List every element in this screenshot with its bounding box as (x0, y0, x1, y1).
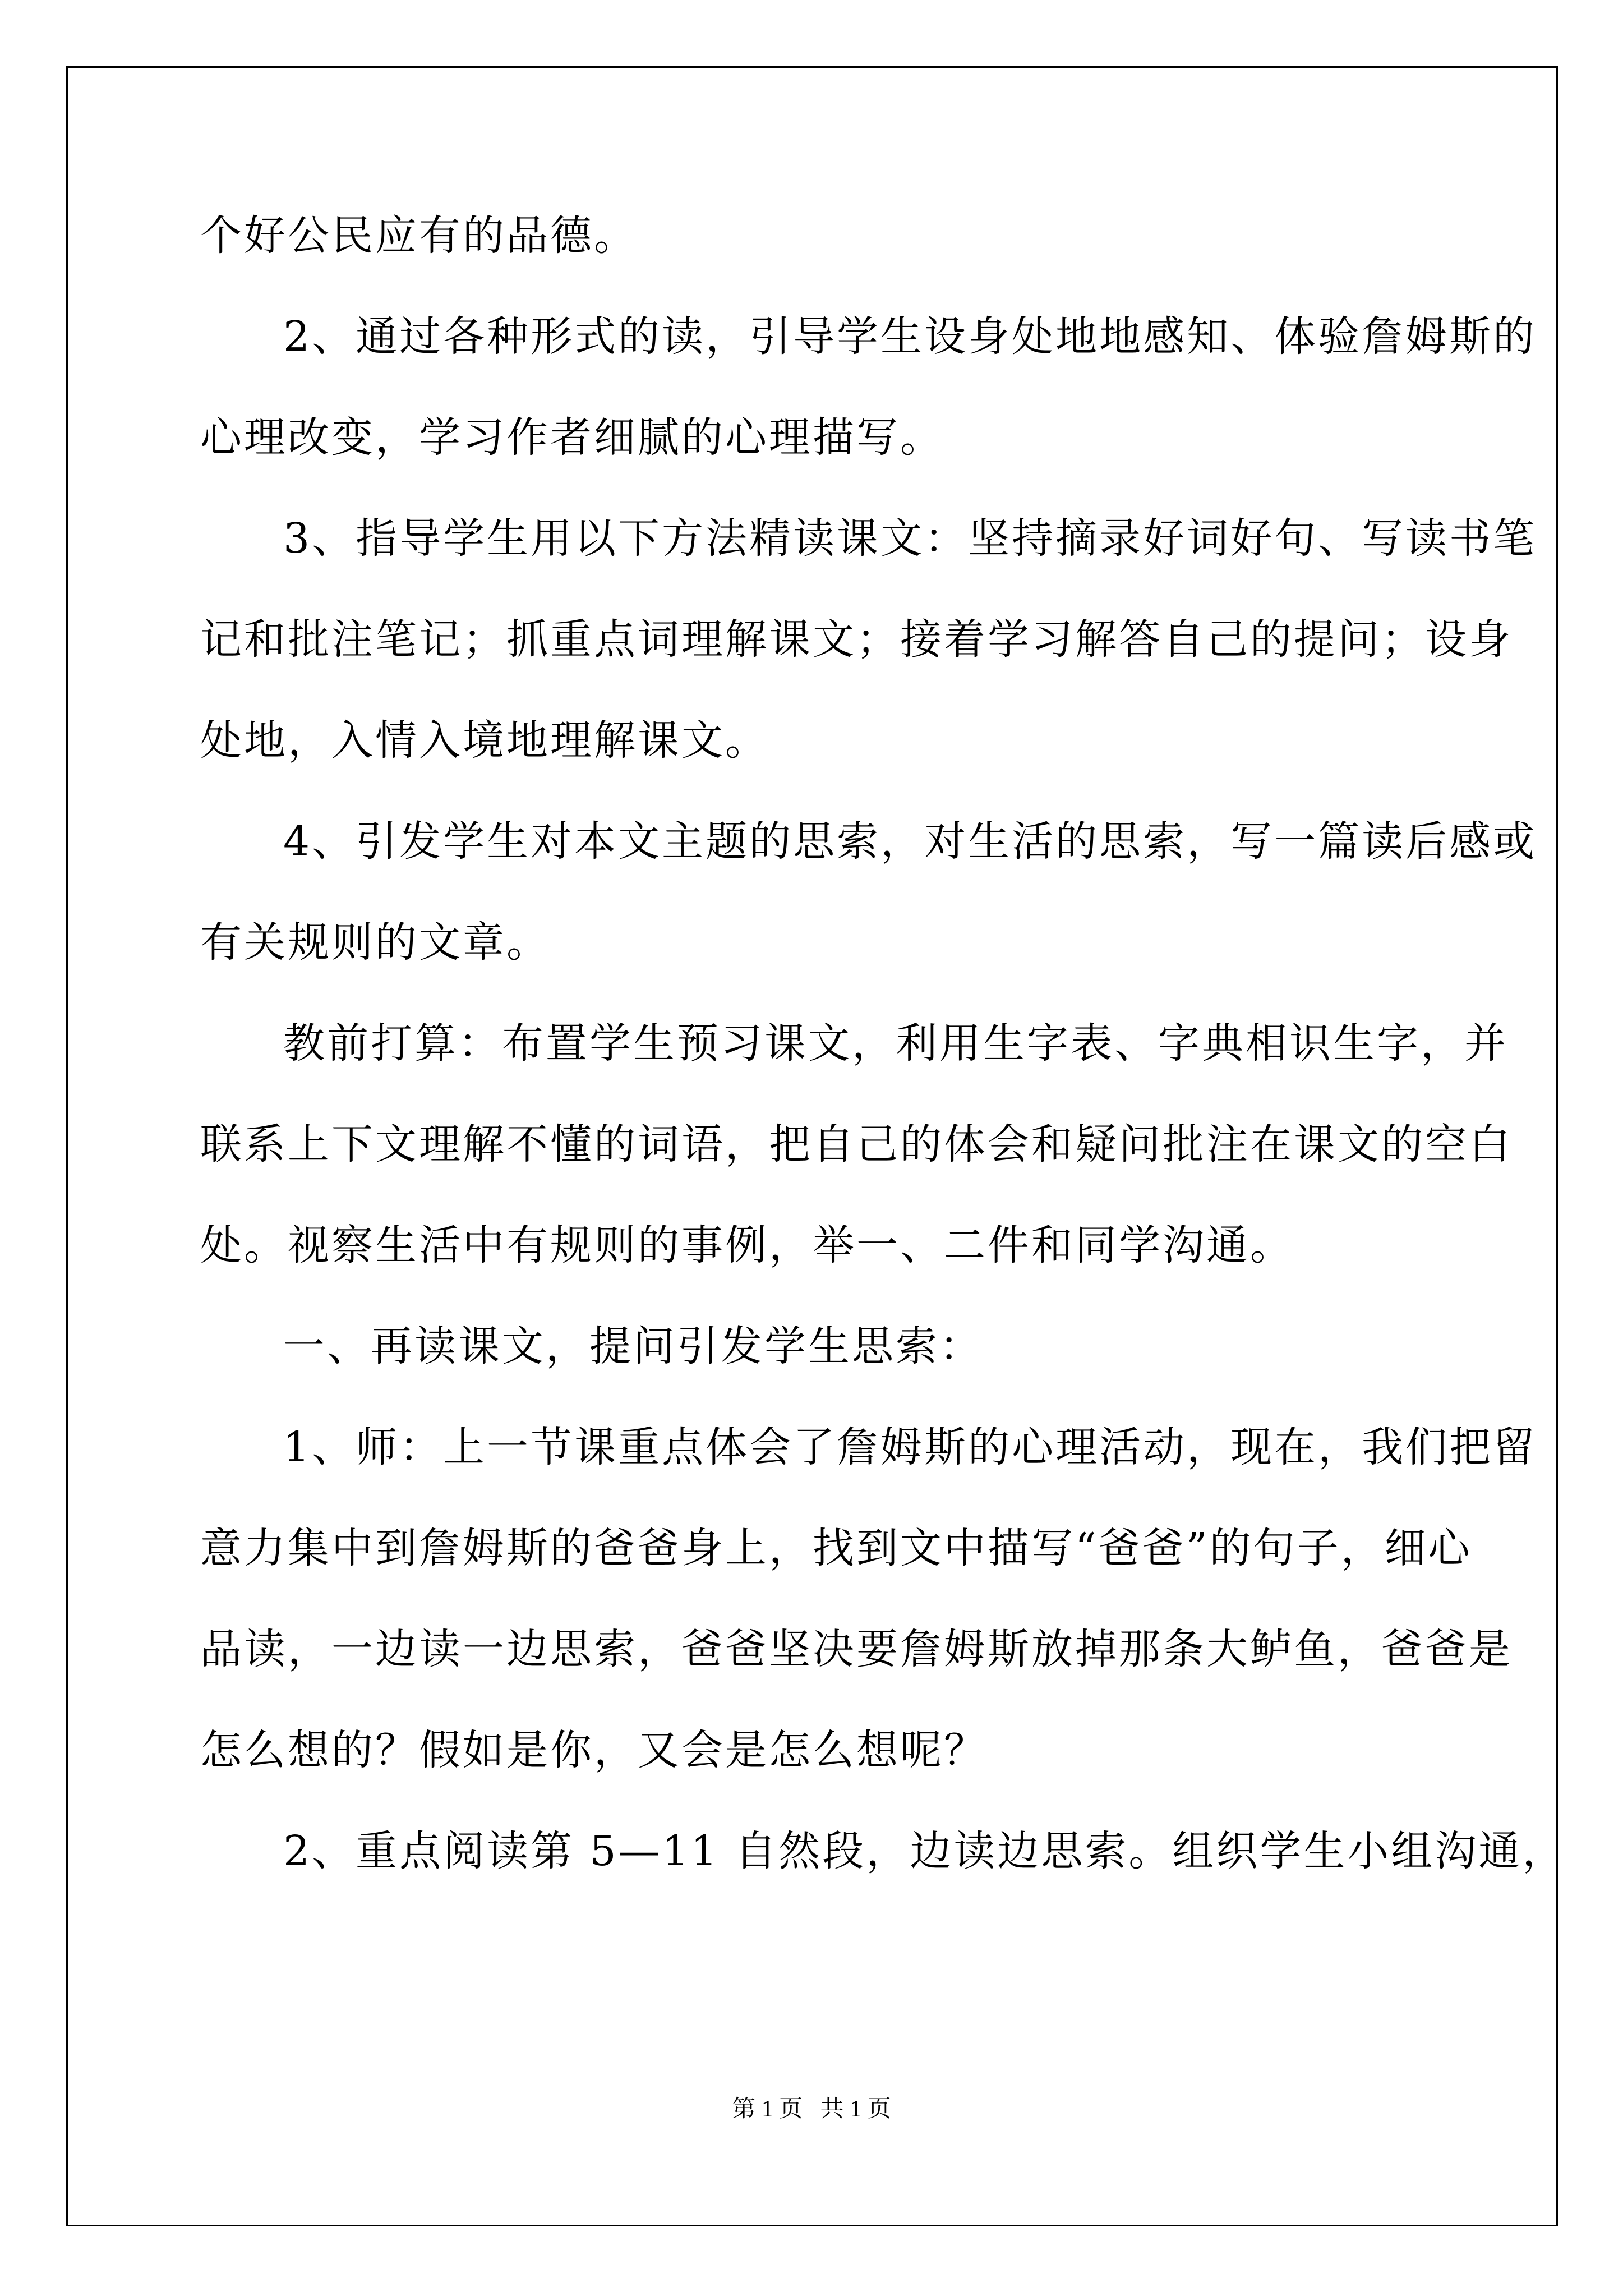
text-line: 心理改变，学习作者细腻的心理描写。 (200, 413, 944, 462)
text-line: 教前打算：布置学生预习课文，利用生字表、字典相识生字，并 (283, 1019, 1508, 1068)
text-line: 3、指导学生用以下方法精读课文：坚持摘录好词好句、写读书笔 (283, 514, 1537, 563)
text-line: 怎么想的？假如是你，又会是怎么想呢？ (200, 1726, 988, 1774)
text-line: 有关规则的文章。 (200, 918, 550, 967)
page-footer: 第 1 页 共 1 页 (732, 2096, 891, 2122)
text-line: 品读，一边读一边思索，爸爸坚决要詹姆斯放掉那条大鲈鱼，爸爸是 (200, 1625, 1513, 1673)
text-line: 记和批注笔记；抓重点词理解课文；接着学习解答自己的提问；设身 (200, 615, 1513, 664)
text-line: 一、再读课文，提问引发学生思索： (283, 1322, 983, 1370)
text-line: 个好公民应有的品德。 (200, 211, 638, 260)
text-line: 2、重点阅读第 5—11 自然段，边读边思索。组织学生小组沟通， (283, 1827, 1566, 1875)
text-line: 处。视察生活中有规则的事例，举一、二件和同学沟通。 (200, 1221, 1294, 1269)
text-line: 联系上下文理解不懂的词语，把自己的体会和疑问批注在课文的空白 (200, 1120, 1513, 1168)
text-line: 4、引发学生对本文主题的思索，对生活的思索，写一篇读后感或 (283, 817, 1537, 866)
text-line: 2、通过各种形式的读，引导学生设身处地地感知、体验詹姆斯的 (283, 312, 1537, 361)
text-line: 处地，入情入境地理解课文。 (200, 716, 769, 765)
text-line: 1、师：上一节课重点体会了詹姆斯的心理活动，现在，我们把留 (283, 1423, 1537, 1471)
text-line: 意力集中到詹姆斯的爸爸身上，找到文中描写“爸爸”的句子，细心 (200, 1524, 1472, 1572)
